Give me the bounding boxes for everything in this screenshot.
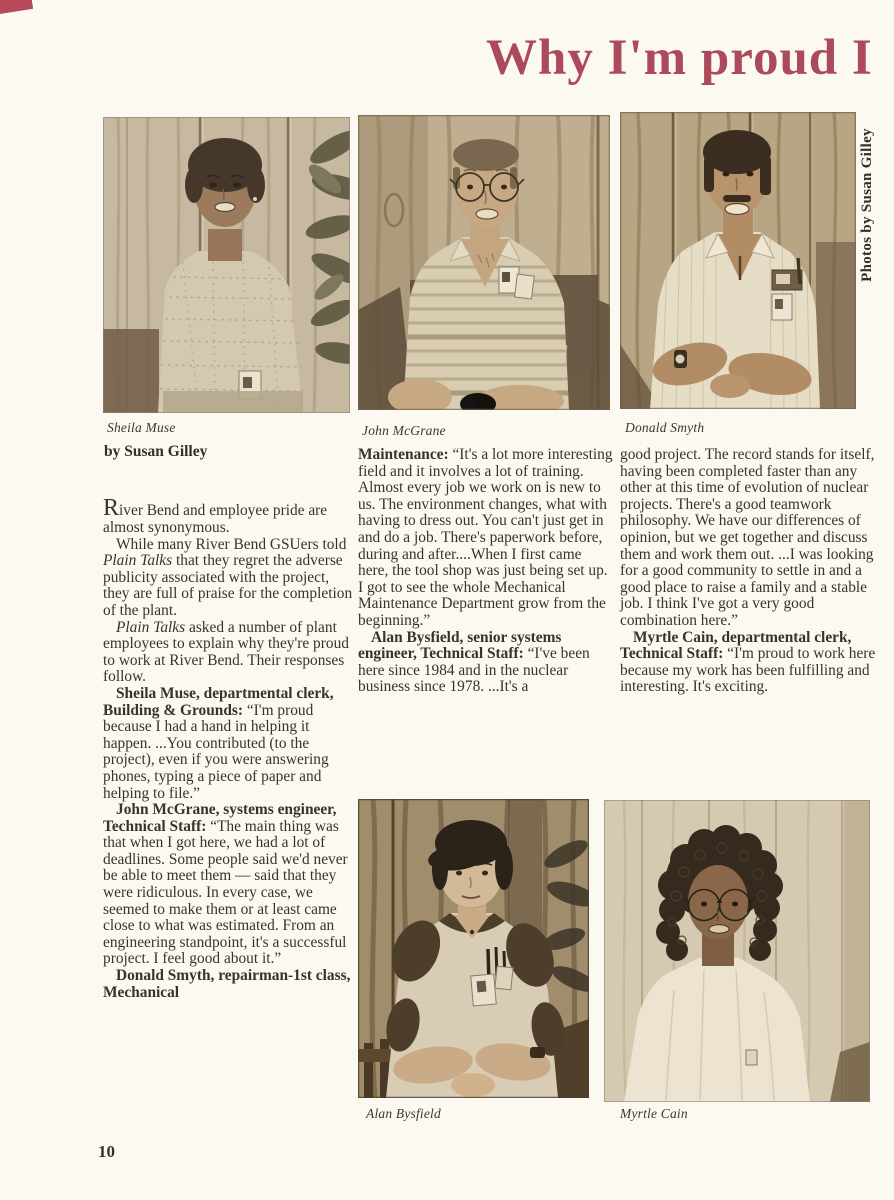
text-segment: asked a number of plant employees to explain why they're proud to work at River Bend. Their responses follow. bbox=[103, 618, 349, 686]
caption-myrtle-cain: Myrtle Cain bbox=[620, 1106, 688, 1121]
text-segment: Alan Bysfield, senior systems engineer, Technical Staff: bbox=[358, 628, 562, 663]
article-title: Why I'm proud I bbox=[486, 30, 873, 86]
text-segment: “It's a lot more interesting field and it involves a lot of training. Almost every job we work on is new to us. The environment changes, what with having to dress out. You can't just get in and do a job. There's paperwork before, during and after....When I first came here, the tool shop was just being set up. I got to see the whole Mechanical Maintenance Department grow from the beginning.” bbox=[358, 446, 613, 629]
caption-john-mcgrane: John McGrane bbox=[362, 423, 446, 438]
article-paragraph bbox=[103, 686, 357, 802]
text-segment: R bbox=[103, 495, 120, 521]
article-paragraph bbox=[358, 630, 614, 696]
caption-donald-smyth: Donald Smyth bbox=[625, 420, 705, 435]
article-paragraph bbox=[103, 802, 357, 968]
article-paragraph bbox=[620, 447, 878, 630]
text-segment: “I'm proud because I had a hand in helping it happen. ...You contributed (to the project), even if you were answering phones, typing a piece of paper and helping to file.” bbox=[103, 701, 329, 802]
text-segment: Sheila Muse, departmental clerk, Building & Grounds: bbox=[103, 684, 334, 719]
photo-myrtle-cain-image bbox=[604, 800, 870, 1102]
page-number: 10 bbox=[98, 1142, 115, 1161]
photo-myrtle-cain bbox=[604, 800, 870, 1102]
text-segment: iver Bend and employee pride are almost synonymous. bbox=[103, 502, 328, 536]
photo-sheila-muse bbox=[103, 117, 350, 413]
badge bbox=[746, 1050, 757, 1065]
article-paragraph bbox=[103, 496, 357, 537]
article-paragraph bbox=[103, 620, 357, 686]
photo-sheila-muse-image bbox=[103, 117, 350, 413]
article-paragraph bbox=[103, 968, 357, 1001]
text-segment: John McGrane, systems engineer, Technical Staff: bbox=[103, 801, 337, 835]
byline: by Susan Gilley bbox=[104, 443, 208, 460]
article-paragraph bbox=[358, 447, 614, 630]
text-segment: “I've been here since 1984 and in the nuclear business since 1978. ...It's a bbox=[358, 645, 590, 696]
article-paragraph bbox=[103, 537, 357, 620]
chair bbox=[816, 242, 856, 409]
text-segment: Donald Smyth, repairman-1st class, Mechanical bbox=[103, 967, 351, 1001]
article-column-2 bbox=[358, 447, 614, 696]
chair bbox=[103, 329, 159, 413]
text-segment: good project. The record stands for itself, having been completed faster than any other at this time of evolution of nuclear projects. There's a good teamwork philosophy. We have our differences of opinion, but we get together and discuss them and work them out. ...I was looking for a good community to settle in and a good place to raise a family and a stable job. I think I've got a very good combination here.” bbox=[620, 446, 875, 629]
text-segment: that they regret the adverse publicity associated with the project, they are full of praise for the completion of the plant. bbox=[103, 552, 353, 619]
photo-john-mcgrane bbox=[358, 115, 610, 410]
photo-alan-bysfield bbox=[358, 799, 589, 1098]
photo-credit: Photos by Susan Gilley bbox=[859, 128, 875, 282]
photo-alan-bysfield-image bbox=[358, 799, 589, 1098]
article-column-1 bbox=[103, 496, 357, 1001]
text-segment: “The main thing was that when I got here, we had a lot of deadlines. Some people said we'd never be able to meet them — said that they were ridiculous. In every case, we seemed to make them or at least came close to what was estimated. From an engineering standpoint, it's a successful project. I feel good about it.” bbox=[103, 817, 348, 968]
caption-sheila-muse: Sheila Muse bbox=[107, 420, 176, 435]
text-segment: Plain Talks bbox=[116, 618, 186, 636]
article-paragraph bbox=[620, 630, 878, 696]
photo-donald-smyth bbox=[620, 112, 856, 409]
text-segment: Plain Talks bbox=[103, 552, 173, 570]
red-corner-mark bbox=[0, 0, 33, 15]
text-segment: “I'm proud to work here because my work has been fulfilling and interesting. It's exciting. bbox=[620, 645, 876, 696]
text-segment: Myrtle Cain, departmental clerk, Technical Staff: bbox=[620, 628, 852, 663]
text-segment: While many River Bend GSUers told bbox=[116, 535, 347, 553]
article-column-3 bbox=[620, 447, 878, 696]
text-segment: Maintenance: bbox=[358, 446, 449, 463]
photo-john-mcgrane-image bbox=[358, 115, 610, 410]
photo-donald-smyth-image bbox=[620, 112, 856, 409]
caption-alan-bysfield: Alan Bysfield bbox=[366, 1106, 441, 1121]
